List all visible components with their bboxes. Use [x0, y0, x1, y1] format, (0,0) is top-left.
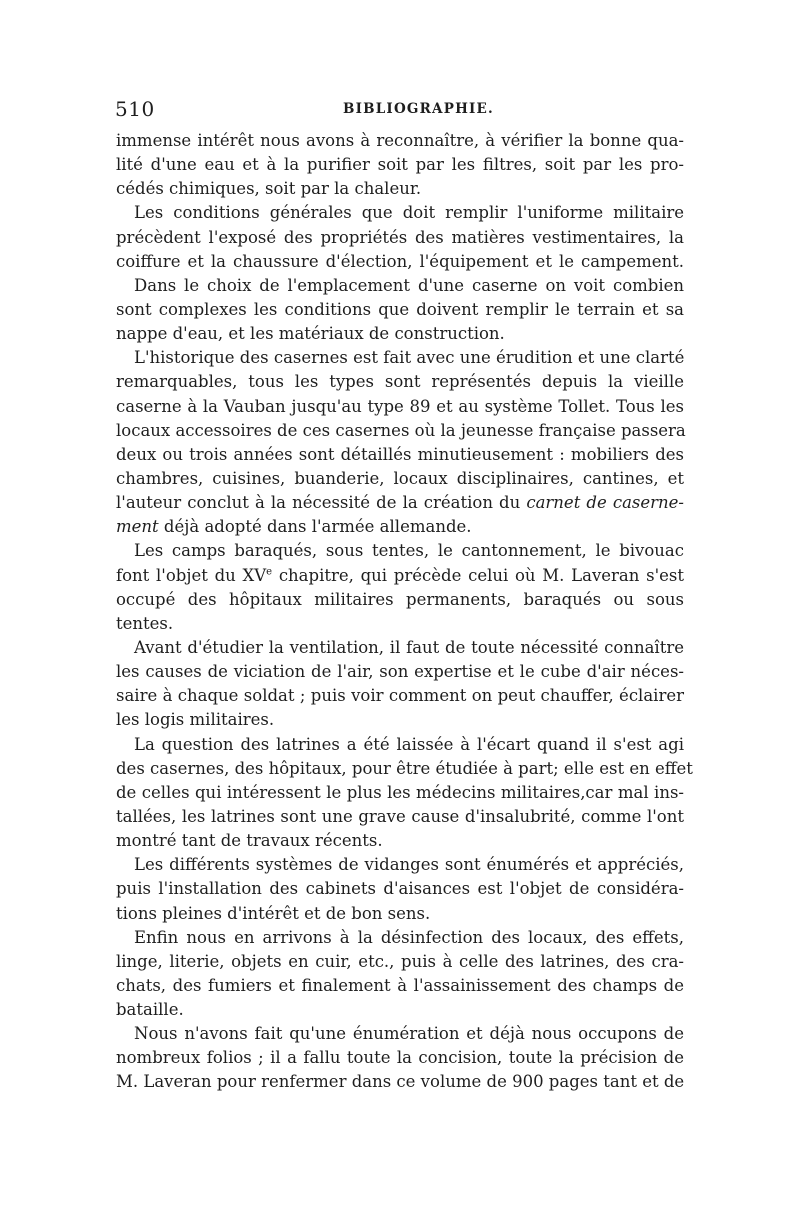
text-line-with-italic: [116, 491, 684, 515]
text-line: Les conditions générales que doit remplir l'uniforme militaire: [134, 203, 684, 223]
text-line: occupé des hôpitaux militaires permanents, baraqués ou sous: [116, 589, 684, 609]
text-line: précèdent l'exposé des propriétés des matières vestimentaires, la: [116, 227, 684, 247]
text-line: nappe d'eau, et les matériaux de construction.: [116, 324, 505, 344]
text-line: chats, des fumiers et finalement à l'assainissement des champs de: [116, 975, 684, 995]
text-segment: font l'objet du XV: [116, 565, 267, 585]
text-line: Enfin nous en arrivons à la désinfection des locaux, des effets,: [134, 927, 684, 947]
text-line: montré tant de travaux récents.: [116, 831, 383, 851]
text-line: remarquables, tous les types sont représentés depuis la vieille: [116, 372, 684, 392]
page-header: [115, 97, 685, 125]
text-line: les logis militaires.: [116, 710, 275, 730]
text-line: de celles qui intéressent le plus les médecins militaires,car mal ins-: [116, 782, 684, 802]
text-line: Nous n'avons fait qu'une énumération et déjà nous occupons de: [134, 1024, 684, 1044]
text-segment: chapitre, qui précède celui où M. Laveran s'est: [278, 565, 684, 585]
text-line: les causes de viciation de l'air, son expertise et le cube d'air néces-: [116, 662, 684, 682]
text-line: cédés chimiques, soit par la chaleur.: [116, 179, 422, 199]
text-line: deux ou trois années sont détaillés minutieusement : mobiliers des: [116, 444, 684, 464]
text-segment: l'auteur conclut à la nécessité de la création du: [116, 493, 521, 513]
italic-phrase: ment: [116, 517, 159, 537]
text-line: Dans le choix de l'emplacement d'une caserne on voit combien: [134, 275, 684, 295]
text-line: Les camps baraqués, sous tentes, le cantonnement, le bivouac: [134, 541, 684, 561]
text-line: linge, literie, objets en cuir, etc., puis à celle des latrines, des cra-: [116, 951, 684, 971]
text-line: des casernes, des hôpitaux, pour être étudiée à part; elle est en effet: [116, 758, 693, 778]
text-line: lité d'une eau et à la purifier soit par les filtres, soit par les pro-: [116, 155, 684, 175]
text-line: L'historique des casernes est fait avec une érudition et une clarté: [134, 348, 685, 368]
body-text: [116, 129, 693, 1095]
text-line: puis l'installation des cabinets d'aisances est l'objet de considéra-: [116, 879, 684, 899]
text-line-with-superscript: [116, 564, 684, 588]
text-line: Avant d'étudier la ventilation, il faut de toute nécessité connaître: [134, 637, 684, 657]
text-line: locaux accessoires de ces casernes où la jeunesse française passera: [116, 420, 686, 440]
text-line: chambres, cuisines, buanderie, locaux disciplinaires, cantines, et: [116, 468, 684, 488]
text-line: sont complexes les conditions que doivent remplir le terrain et sa: [116, 299, 684, 319]
text-line: coiffure et la chaussure d'élection, l'équipement et le campement.: [116, 251, 684, 271]
text-segment: déjà adopté dans l'armée allemande.: [163, 517, 472, 537]
page-number: 510: [115, 97, 155, 121]
text-line: tentes.: [116, 613, 174, 633]
text-line: La question des latrines a été laissée à l'écart quand il s'est agi: [134, 734, 684, 754]
text-line: bataille.: [116, 1000, 184, 1020]
text-line: nombreux folios ; il a fallu toute la concision, toute la précision de: [116, 1048, 684, 1068]
text-line: Les différents systèmes de vidanges sont énumérés et appréciés,: [134, 855, 684, 875]
text-line: tallées, les latrines sont une grave cause d'insalubrité, comme l'ont: [116, 806, 684, 826]
text-line: M. Laveran pour renfermer dans ce volume de 900 pages tant et de: [116, 1072, 685, 1092]
text-line: immense intérêt nous avons à reconnaître, à vérifier la bonne qua-: [116, 131, 684, 150]
italic-phrase: carnet de caserne-: [526, 493, 684, 513]
text-line: tions pleines d'intérêt et de bon sens.: [116, 903, 431, 923]
superscript: e: [266, 566, 273, 578]
text-line: saire à chaque soldat ; puis voir comment on peut chauffer, éclairer: [116, 686, 684, 706]
text-line-with-italic: [116, 515, 684, 539]
running-title: BIBLIOGRAPHIE.: [343, 101, 494, 117]
text-line: caserne à la Vauban jusqu'au type 89 et au système Tollet. Tous les: [116, 396, 684, 416]
